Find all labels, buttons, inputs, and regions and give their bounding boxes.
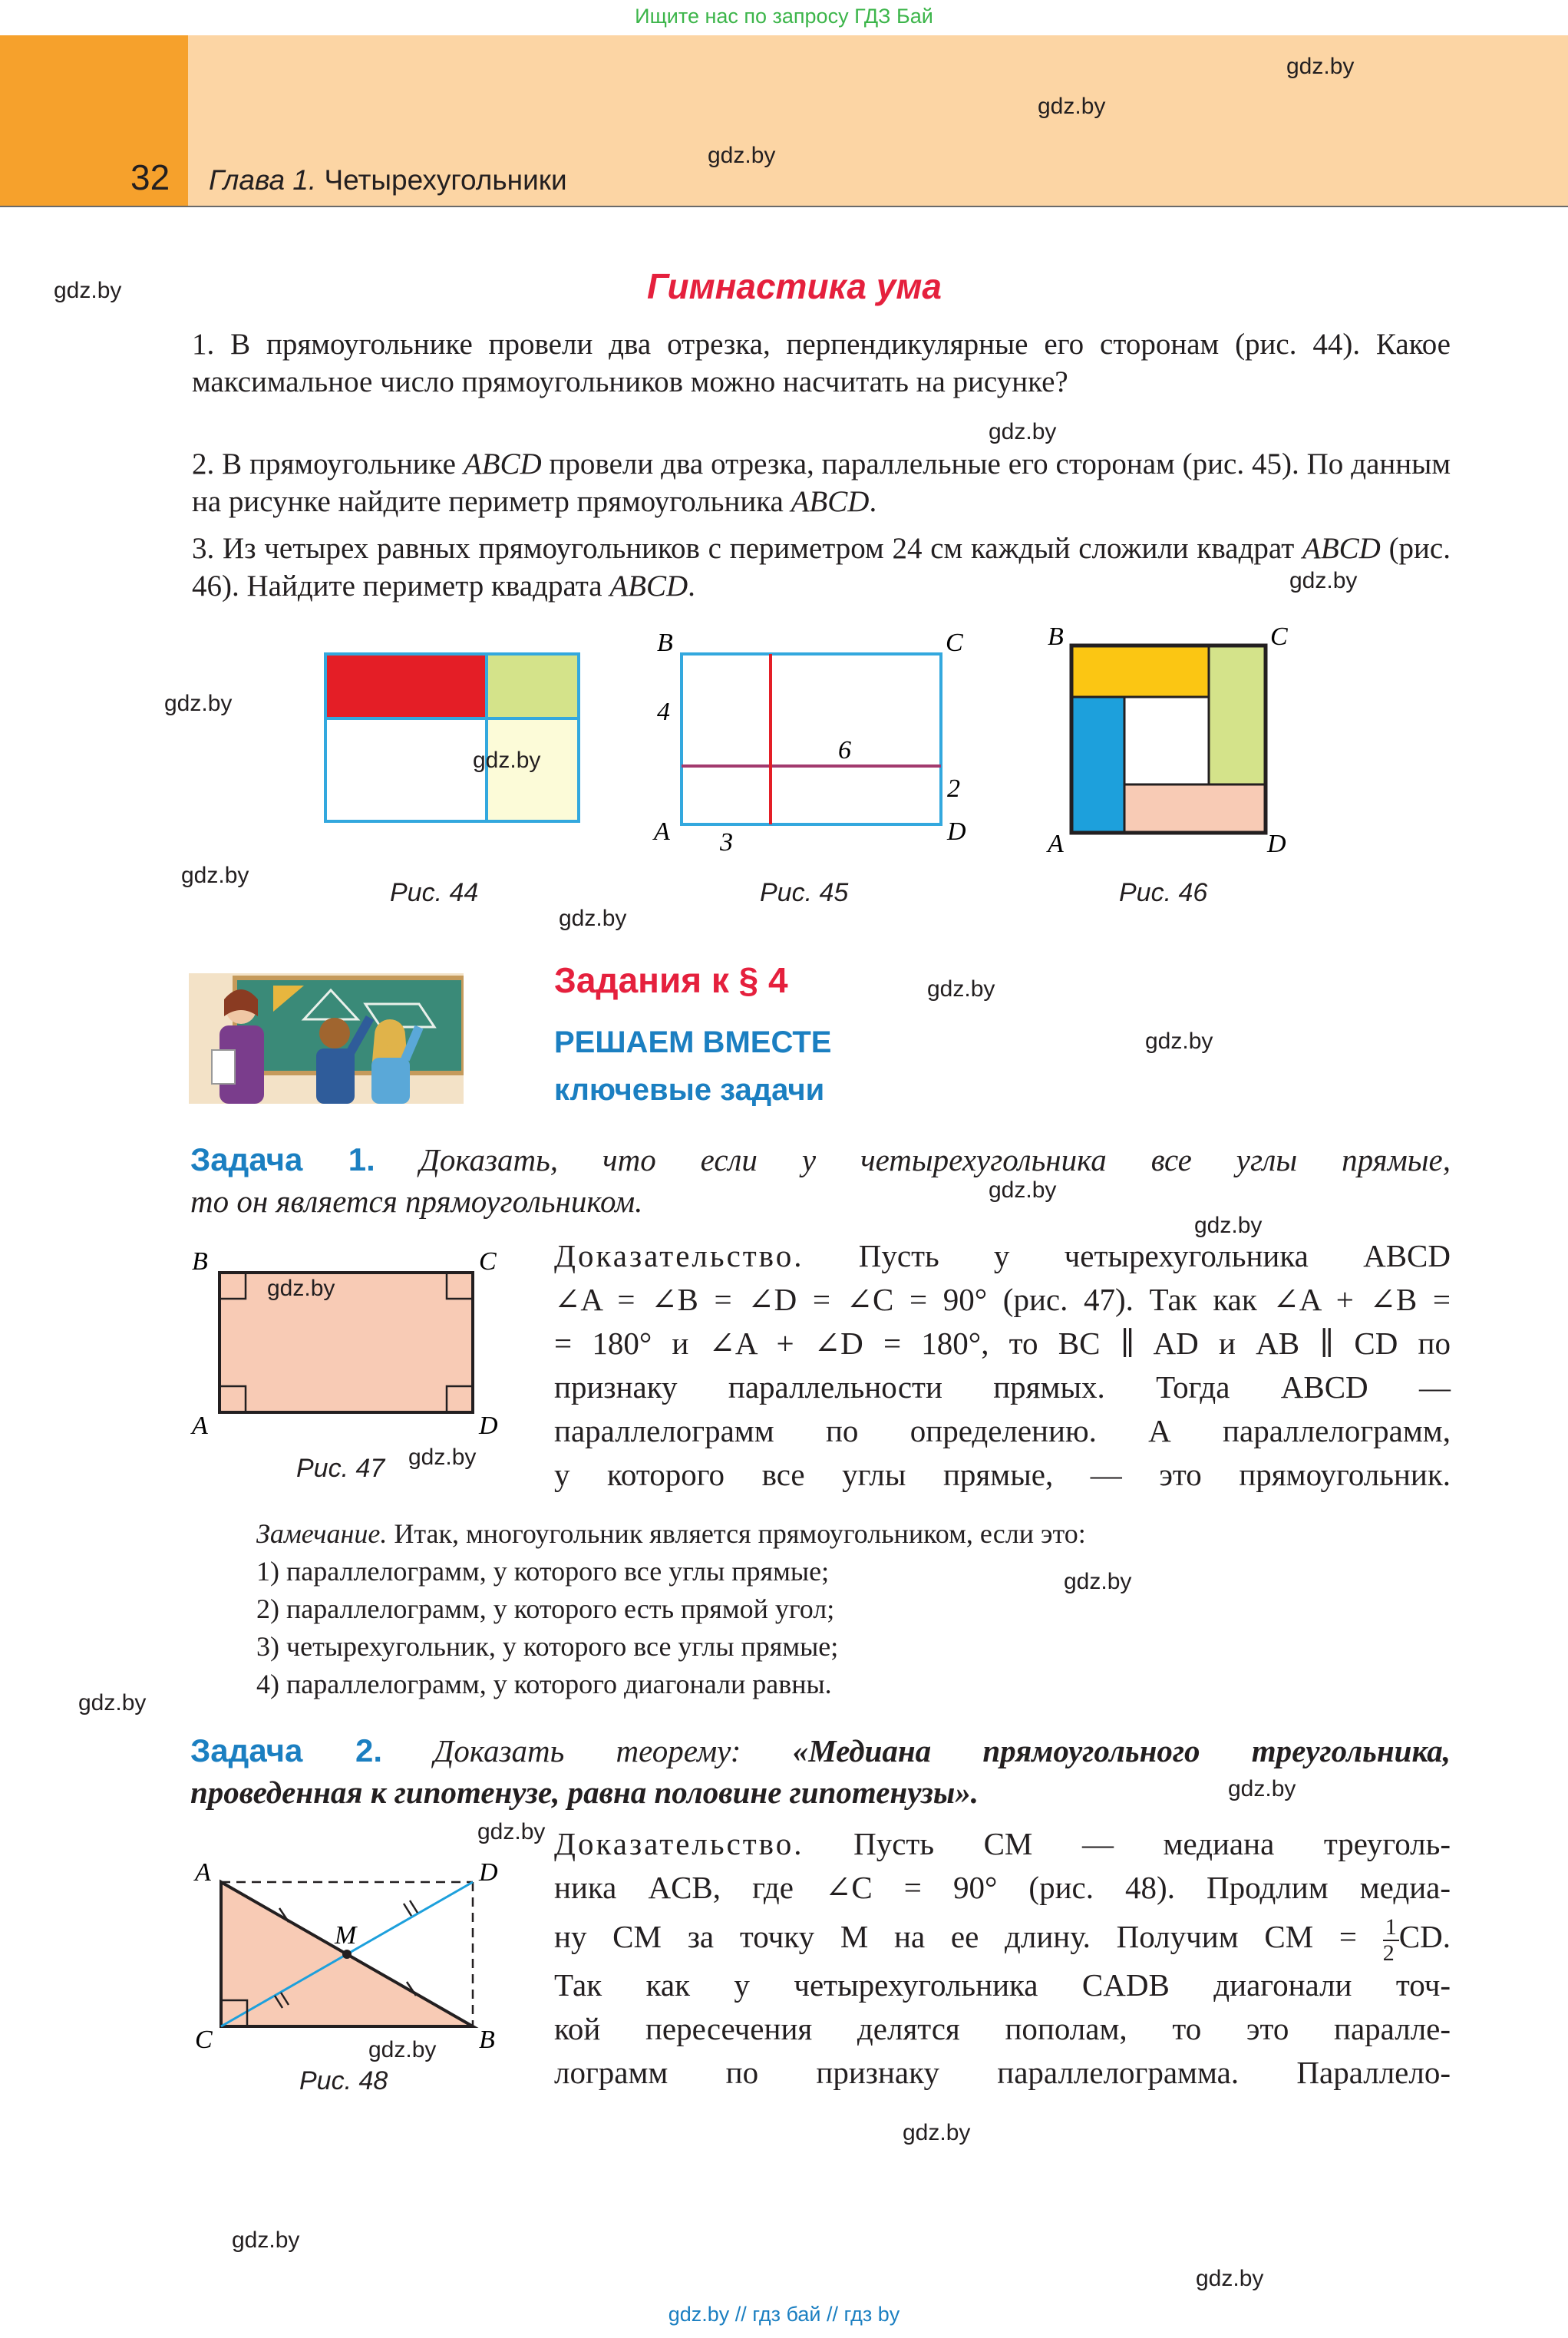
fig46-label-d: D — [1267, 830, 1286, 858]
fig47-label-b: B — [192, 1247, 208, 1276]
watermark: gdz.by — [1038, 94, 1106, 119]
ex2-part: провели два отрезка, параллельные его сторонам (рис. 45). По данным на рисунке найдите периметр прямоугольника — [192, 447, 1451, 518]
ex3-part: . — [688, 570, 695, 603]
gymnastics-title: Гимнастика ума — [647, 266, 942, 306]
fig48-label-d: D — [479, 1858, 498, 1887]
task1-line2: ∠A = ∠B = ∠D = ∠C = 90° (рис. 47). Так как ∠A + ∠B = — [554, 1282, 1451, 1317]
remark-block — [256, 1515, 1454, 1703]
fig46-pink-rect — [1124, 784, 1265, 832]
fig47-label-d: D — [479, 1412, 498, 1440]
section-subtitle-2: ключевые задачи — [554, 1073, 825, 1107]
section-subtitle-1: РЕШАЕМ ВМЕСТЕ — [554, 1025, 832, 1059]
ex3-abcd: ABCD — [1302, 532, 1381, 565]
watermark: gdz.by — [473, 748, 541, 773]
watermark: gdz.by — [1064, 1569, 1132, 1594]
ex2-part: 2. В прямоугольнике — [192, 447, 464, 480]
task2-line6: лограмм по признаку параллелограмма. Параллело- — [554, 2055, 1451, 2090]
fig48-label-c: C — [195, 2026, 213, 2054]
section-title: Задания к § 4 — [554, 960, 788, 1000]
watermark: gdz.by — [477, 1819, 546, 1844]
figure-46 — [1040, 614, 1301, 860]
watermark: gdz.by — [1196, 2266, 1264, 2291]
task1-line1: Пусть у четырехугольника ABCD — [858, 1238, 1451, 1273]
figure-48 — [184, 1845, 522, 2060]
girl-body — [371, 1058, 410, 1104]
fig48-point-m — [342, 1950, 352, 1959]
task2-statement-2: проведенная к гипотенузе, равна половине гипотенузы». — [190, 1775, 979, 1810]
ex2-part: . — [869, 485, 877, 518]
remark-item: 2) параллелограмм, у которого есть прямой угол; — [256, 1593, 835, 1624]
task2-line5: кой пересечения делятся пополам, то это паралле- — [554, 2011, 1451, 2046]
fig44-green-rect — [487, 655, 577, 718]
fig46-blue-rect — [1072, 697, 1124, 832]
watermark: gdz.by — [54, 278, 122, 303]
fig48-label-a: A — [195, 1858, 211, 1887]
task2-line3-a: ну CM за точку M на ее длину. Получим CM = — [554, 1919, 1383, 1954]
task2-statement-line1 — [190, 1730, 1451, 1772]
fraction-denominator: 2 — [1382, 1940, 1395, 1966]
task2-line1: Пусть CM — медиана треуголь- — [853, 1826, 1451, 1861]
fig45-label-a: A — [654, 817, 670, 846]
page-number: 32 — [130, 157, 170, 197]
figure-45 — [645, 622, 975, 852]
task2-statement-b: «Медиана прямоугольного треугольника, — [792, 1733, 1451, 1768]
fraction-one-half — [1383, 1915, 1399, 1966]
task1-label: Задача 1. — [190, 1141, 375, 1177]
task1-line6: у которого все углы прямые, — это прямоугольник. — [554, 1457, 1451, 1492]
watermark: gdz.by — [1145, 1029, 1213, 1054]
fig47-rectangle — [220, 1273, 473, 1412]
watermark: gdz.by — [181, 863, 249, 888]
top-banner[interactable]: Ищите нас по запросу ГДЗ Бай — [635, 5, 933, 28]
fig45-val-6: 6 — [838, 736, 851, 764]
remark-item: 3) четырехугольник, у которого все углы прямые; — [256, 1631, 839, 1662]
task2-label: Задача 2. — [190, 1732, 383, 1768]
watermark: gdz.by — [368, 2037, 437, 2062]
task2-line2: ника ACB, где ∠C = 90° (рис. 48). Продлим медиа- — [554, 1870, 1451, 1905]
header-divider — [0, 206, 1568, 207]
exercise-2 — [192, 445, 1451, 520]
fig46-label-a: A — [1048, 830, 1064, 858]
fig46-green-rect — [1209, 646, 1265, 784]
task2-proof-line1 — [554, 1822, 1451, 1866]
watermark: gdz.by — [989, 1177, 1057, 1203]
watermark: gdz.by — [1228, 1776, 1296, 1801]
task1-statement-1: Доказать, что если у четырехугольника все углы прямые, — [419, 1142, 1451, 1177]
fig45-caption: Рис. 45 — [760, 878, 849, 907]
footer-links[interactable]: gdz.by // гдз бай // гдз by — [668, 2303, 900, 2326]
task2-line4: Так как у четырехугольника CADB диагонали точ- — [554, 1967, 1451, 2003]
fig45-label-b: B — [657, 629, 673, 657]
watermark: gdz.by — [1286, 54, 1355, 79]
task2-proof-word: Доказательство. — [554, 1826, 804, 1861]
ex2-abcd: ABCD — [791, 485, 870, 518]
ex3-part: 3. Из четырех равных прямоугольников с периметром 24 см каждый сложили квадрат — [192, 532, 1302, 565]
fig47-label-a: A — [192, 1412, 208, 1440]
fig45-val-3: 3 — [720, 828, 733, 852]
teacher-book-icon — [212, 1050, 235, 1084]
remark-intro: Итак, многоугольник является прямоугольником, если это: — [394, 1518, 1086, 1549]
boy-head — [319, 1018, 350, 1048]
task1-proof-line1 — [554, 1234, 1451, 1278]
watermark: gdz.by — [708, 143, 776, 168]
figure-47 — [184, 1236, 522, 1443]
chapter-heading — [209, 164, 567, 196]
remark-item: 1) параллелограмм, у которого все углы прямые; — [256, 1556, 830, 1587]
watermark: gdz.by — [164, 691, 233, 716]
watermark: gdz.by — [78, 1690, 147, 1716]
fig44-red-rect — [327, 655, 487, 718]
fig48-tick — [410, 1900, 418, 1913]
fig48-caption: Рис. 48 — [299, 2066, 388, 2095]
task2-line3-b: CD. — [1398, 1919, 1451, 1954]
fig48-label-m: M — [335, 1921, 357, 1950]
remark-label: Замечание. — [256, 1518, 388, 1549]
watermark: gdz.by — [232, 2227, 300, 2253]
task1-line5: параллелограмм по определению. А параллелограмм, — [554, 1413, 1451, 1448]
ex3-abcd: ABCD — [609, 570, 688, 603]
watermark: gdz.by — [559, 906, 627, 931]
watermark: gdz.by — [1289, 568, 1358, 593]
chapter-prefix: Глава 1. — [209, 164, 317, 196]
figure-44 — [322, 651, 583, 824]
fig45-val-2: 2 — [947, 774, 960, 803]
remark-intro-line — [256, 1515, 1454, 1553]
fig47-caption: Рис. 47 — [296, 1454, 385, 1483]
remark-item: 4) параллелограмм, у которого диагонали равны. — [256, 1669, 832, 1699]
exercise-3 — [192, 530, 1451, 605]
fig45-outline — [682, 654, 941, 824]
task2-statement-a: Доказать теорему: — [434, 1733, 741, 1768]
task1-statement-line1 — [190, 1139, 1451, 1181]
classroom-illustration — [189, 973, 464, 1104]
fraction-numerator: 1 — [1383, 1915, 1399, 1941]
boy-body — [316, 1048, 355, 1104]
watermark: gdz.by — [1194, 1213, 1263, 1238]
fig46-label-b: B — [1048, 622, 1064, 651]
fig44-caption: Рис. 44 — [390, 878, 479, 907]
watermark: gdz.by — [927, 976, 995, 1002]
fig46-label-c: C — [1270, 622, 1288, 651]
fig45-val-4: 4 — [657, 698, 670, 726]
chapter-title: Четырехугольники — [324, 164, 567, 196]
watermark: gdz.by — [408, 1445, 477, 1470]
task1-line4: признаку параллельности прямых. Тогда ABCD — — [554, 1369, 1451, 1405]
fig48-tick — [404, 1904, 411, 1916]
fig46-yellow-rect — [1072, 646, 1209, 697]
task2-proof — [554, 1822, 1451, 2095]
ex3-part: (рис. 46). Найдите периметр квадрата — [192, 532, 1451, 603]
watermark: gdz.by — [903, 2120, 971, 2145]
exercise-1: 1. В прямоугольнике провели два отрезка, перпендикулярные его сторонам (рис. 44). Какое максимальное число прямоугольников можно насчитать на рисунке? — [192, 328, 1451, 398]
fig46-caption: Рис. 46 — [1119, 878, 1208, 907]
watermark: gdz.by — [267, 1276, 335, 1301]
ex2-abcd: ABCD — [463, 447, 542, 480]
task2-line3 — [554, 1910, 1451, 1966]
fig45-label-c: C — [946, 629, 963, 657]
fig47-label-c: C — [479, 1247, 497, 1276]
fig48-label-b: B — [479, 2026, 495, 2054]
task1-line3: = 180° и ∠A + ∠D = 180°, то BC ∥ AD и AB ∥ CD по — [554, 1326, 1451, 1361]
task1-statement-2: то он является прямоугольником. — [190, 1184, 643, 1219]
task1-proof — [554, 1234, 1451, 1497]
watermark: gdz.by — [989, 419, 1057, 444]
task1-proof-word: Доказательство. — [554, 1238, 804, 1273]
fig45-label-d: D — [947, 817, 966, 846]
